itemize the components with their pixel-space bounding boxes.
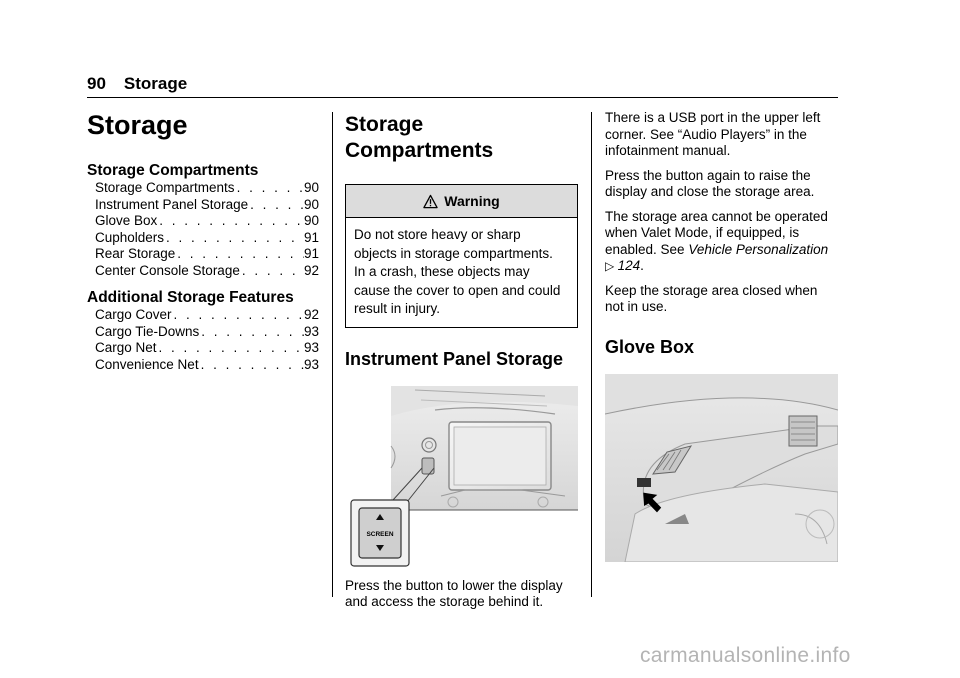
- toc-entry[interactable]: [87, 263, 319, 280]
- header-section: Storage: [123, 74, 188, 93]
- toc-entry-page: 93: [303, 356, 319, 372]
- toc-leader-dots: [235, 180, 304, 197]
- page-reference-number[interactable]: 124: [617, 258, 641, 273]
- toc-entry-label: Cargo Net: [95, 340, 157, 355]
- toc-entry-label: Storage Compartments: [95, 180, 235, 195]
- keep-closed-paragraph: Keep the storage area closed when not in use.: [605, 282, 818, 314]
- table-of-contents: [87, 162, 319, 373]
- toc-entry-label: Instrument Panel Storage: [95, 196, 249, 212]
- toc-group: [87, 289, 319, 373]
- toc-leader-dots: [175, 246, 304, 263]
- toc-column: [87, 110, 319, 373]
- column-divider: [591, 112, 592, 597]
- instrument-panel-storage-heading: Instrument Panel Storage: [345, 348, 564, 369]
- page-reference-icon: ▷: [605, 259, 618, 273]
- toc-entry-page: 92: [303, 262, 319, 278]
- column-divider: [332, 112, 333, 597]
- toc-entry-page: 93: [303, 340, 319, 355]
- toc-leader-dots: [172, 307, 304, 324]
- vehicle-personalization-link[interactable]: Vehicle Personalization: [688, 241, 829, 257]
- screen-button-label: SCREEN: [366, 530, 394, 538]
- raise-display-paragraph: Press the button again to raise the display and close the storage area.: [605, 167, 815, 199]
- toc-entry-label: Cargo Tie-Downs: [95, 323, 200, 339]
- toc-leader-dots: [248, 197, 304, 214]
- usb-port-paragraph: There is a USB port in the upper left corner. See “Audio Players” in the infotainment manual.: [605, 110, 821, 158]
- toc-group: [87, 162, 319, 279]
- figure-caption: Press the button to lower the display and access the storage behind it.: [345, 577, 563, 609]
- sentence-end: .: [640, 258, 644, 273]
- toc-entry[interactable]: [87, 340, 319, 357]
- header-rule: [87, 97, 838, 98]
- section-title-line1: Storage: [345, 113, 424, 136]
- glove-box-column: [605, 110, 838, 567]
- page-header: [87, 74, 187, 94]
- toc-entry[interactable]: [87, 357, 319, 374]
- toc-entry-label: Rear Storage: [95, 246, 176, 261]
- toc-heading: Additional Storage Features: [87, 289, 294, 306]
- toc-entry-page: 91: [303, 229, 319, 245]
- glove-box-figure: [605, 374, 838, 567]
- toc-entry-label: Glove Box: [95, 213, 158, 228]
- toc-entry-page: 90: [303, 180, 319, 195]
- toc-entry[interactable]: [87, 246, 319, 263]
- valet-mode-paragraph: [605, 209, 838, 275]
- warning-label: Warning: [444, 193, 500, 209]
- toc-entry[interactable]: [87, 324, 319, 341]
- warning-box: [345, 184, 578, 328]
- watermark: carmanualsonline.info: [640, 644, 851, 667]
- section-title: [345, 112, 578, 164]
- toc-entry[interactable]: [87, 197, 319, 214]
- toc-leader-dots: [199, 324, 304, 341]
- glove-box-illustration: [605, 374, 838, 562]
- warning-header: [346, 185, 577, 218]
- toc-entry-page: 90: [303, 196, 319, 212]
- warning-icon: [423, 194, 438, 209]
- toc-entry-page: 90: [303, 213, 319, 228]
- instrument-panel-illustration: [345, 386, 578, 574]
- toc-entry-page: 92: [303, 307, 319, 322]
- toc-entry[interactable]: [87, 307, 319, 324]
- chapter-title: Storage: [87, 110, 188, 140]
- toc-entry[interactable]: [87, 230, 319, 247]
- toc-leader-dots: [164, 230, 304, 247]
- toc-entry-page: 93: [303, 323, 319, 339]
- page-number: 90: [87, 74, 106, 93]
- toc-entry-page: 91: [303, 246, 319, 261]
- toc-leader-dots: [157, 340, 304, 357]
- toc-entry-label: Center Console Storage: [95, 262, 240, 278]
- toc-leader-dots: [157, 213, 304, 230]
- instrument-panel-figure: [345, 386, 578, 574]
- section-title-line2: Compartments: [345, 139, 494, 162]
- valet-mode-text: The storage area cannot be operated when Valet Mode, if equipped, is enabled. See: [605, 208, 828, 257]
- toc-entry-label: Cupholders: [95, 229, 165, 245]
- toc-leader-dots: [199, 357, 304, 374]
- toc-leader-dots: [240, 263, 304, 280]
- toc-entry[interactable]: [87, 213, 319, 230]
- toc-entry-label: Convenience Net: [95, 356, 199, 372]
- toc-entry[interactable]: [87, 180, 319, 197]
- glove-box-heading: Glove Box: [605, 336, 695, 357]
- toc-heading: Storage Compartments: [87, 162, 259, 179]
- storage-compartments-column: [345, 112, 578, 611]
- warning-text: Do not store heavy or sharp objects in storage compartments. In a crash, these objects may cause the cover to open and could result in injury.: [354, 227, 561, 316]
- toc-entry-label: Cargo Cover: [95, 307, 172, 322]
